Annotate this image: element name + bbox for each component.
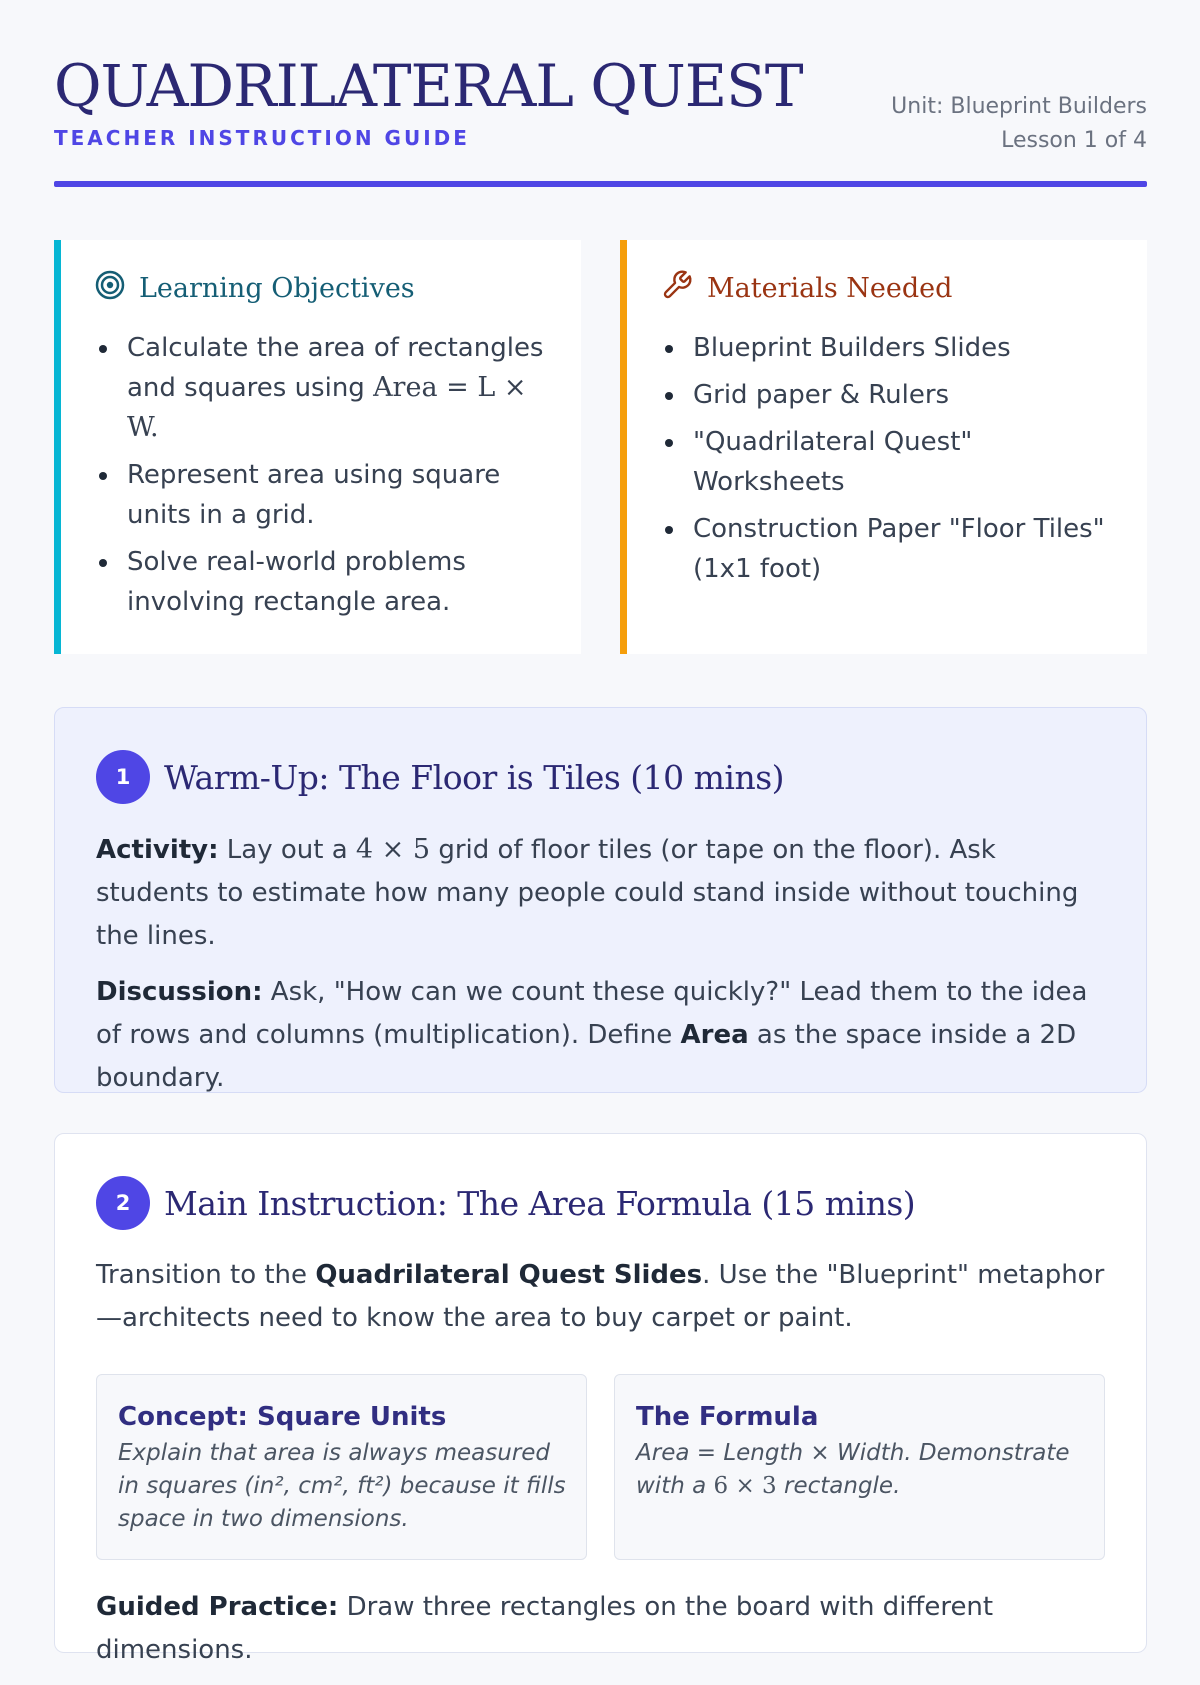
discussion-text: as the space inside a 2D boundary. — [96, 1020, 1077, 1093]
target-icon — [95, 270, 139, 307]
area-term: Area — [680, 1020, 749, 1050]
objectives-heading-text: Learning Objectives — [139, 272, 415, 304]
intro-paragraph — [96, 1254, 1110, 1340]
unit-info — [891, 90, 1147, 158]
section-title: Warm-Up: The Floor is Tiles (10 mins) — [164, 757, 785, 797]
materials-heading — [661, 270, 952, 306]
unit-label: Unit: Blueprint Builders — [891, 94, 1147, 119]
list-item: Grid paper & Rulers — [661, 375, 1125, 415]
intro-text: . Use the "Blueprint" metaphor—architects need to know the area to buy carpet or paint. — [96, 1260, 1105, 1333]
list-item: Construction Paper "Floor Tiles" (1x1 foot) — [661, 509, 1125, 589]
objectives-heading — [95, 270, 415, 306]
section-title: Main Instruction: The Area Formula (15 mins) — [164, 1183, 916, 1223]
list-item: "Quadrilateral Quest" Worksheets — [661, 422, 1125, 502]
square-units-box — [96, 1374, 587, 1560]
formula-box — [614, 1374, 1105, 1560]
list-item: Blueprint Builders Slides — [661, 328, 1125, 368]
materials-heading-text: Materials Needed — [707, 272, 953, 304]
main-instruction-body — [96, 1254, 1110, 1685]
lesson-label: Lesson 1 of 4 — [1001, 128, 1147, 153]
objective-text: Calculate the area of rectangles and squares using — [127, 333, 544, 403]
list-item: Represent area using square units in a grid. — [95, 455, 559, 535]
page-header — [54, 0, 1147, 188]
main-instruction-section — [54, 1133, 1147, 1665]
activity-paragraph — [96, 828, 1110, 958]
box-title: The Formula — [636, 1402, 819, 1432]
lesson-page — [54, 0, 1147, 1665]
grid-size-math: 4 × 5 — [355, 834, 431, 865]
guided-practice-label: Guided Practice: — [96, 1592, 339, 1622]
guided-practice-text: Draw three rectangles on the board with different dimensions. — [96, 1592, 994, 1665]
warmup-section — [54, 707, 1147, 1093]
wrench-icon — [661, 269, 707, 308]
materials-card — [620, 240, 1147, 654]
box-text — [636, 1437, 1084, 1503]
page-subtitle: TEACHER INSTRUCTION GUIDE — [54, 126, 470, 150]
concept-boxes — [96, 1374, 1110, 1560]
box-text: Explain that area is always measured in squares (in², cm², ft²) because it fills space in two dimensions. — [118, 1440, 566, 1532]
objectives-card — [54, 240, 581, 654]
list-item: Solve real-world problems involving rectangle area. — [95, 542, 559, 622]
discussion-paragraph — [96, 971, 1110, 1100]
step-badge: 2 — [96, 1176, 150, 1230]
activity-text: grid of floor tiles (or tape on the floor). Ask students to estimate how many people could stand inside without touching the lines. — [96, 835, 1079, 951]
warmup-heading — [96, 750, 784, 804]
list-item — [95, 328, 559, 448]
slides-term: Quadrilateral Quest Slides — [315, 1260, 703, 1290]
guided-practice-paragraph — [96, 1586, 1110, 1672]
overview-cards — [54, 240, 1147, 654]
warmup-body — [96, 828, 1110, 1113]
discussion-label: Discussion: — [96, 977, 263, 1007]
objectives-list — [95, 328, 559, 629]
box-title: Concept: Square Units — [118, 1402, 447, 1432]
activity-text: Lay out a — [226, 835, 348, 865]
materials-list — [661, 328, 1125, 596]
activity-label: Activity: — [96, 835, 219, 865]
area-formula: Area = L × W. — [127, 372, 527, 443]
formula-text: Area = Length × Width. Demonstrate with a — [636, 1440, 1070, 1499]
page-title: QUADRILATERAL QUEST — [54, 52, 803, 120]
formula-text: rectangle. — [784, 1473, 901, 1499]
rectangle-math: 6 × 3 — [713, 1473, 777, 1499]
intro-text: Transition to the — [96, 1260, 308, 1290]
step-badge: 1 — [96, 750, 150, 804]
header-rule — [54, 181, 1147, 187]
discussion-text: Ask, "How can we count these quickly?" Lead them to the idea of rows and columns (multiplication). Define — [96, 977, 1088, 1050]
main-instruction-heading — [96, 1176, 915, 1230]
